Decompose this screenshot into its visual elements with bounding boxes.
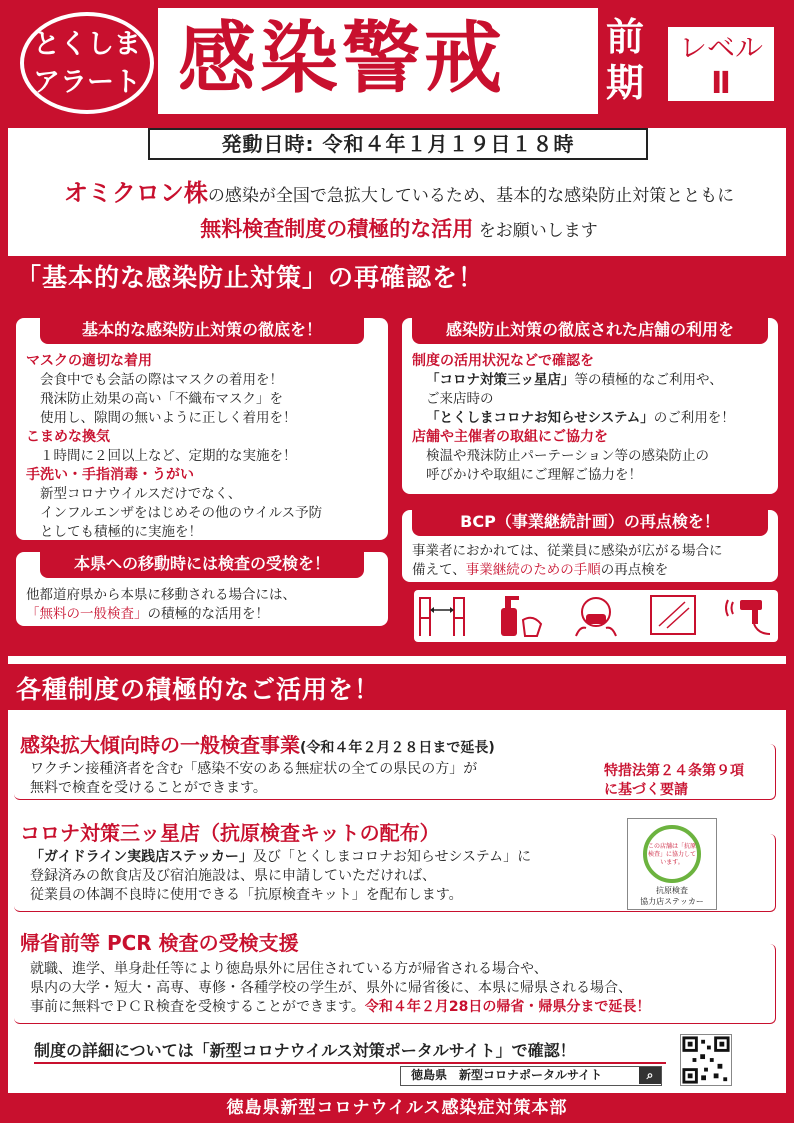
card-store-use <box>400 316 780 496</box>
store-line1-rest: 等の積極的なご利用や、 <box>574 372 723 388</box>
item3-line3 <box>30 998 770 1017</box>
search-icon[interactable]: ⌕ <box>639 1067 661 1084</box>
title-phase-1: 前 <box>605 15 644 59</box>
item3-extension: 令和４年２月28日の帰省・帰県分まで延長！ <box>364 999 651 1015</box>
item3-line3-main: 事前に無料でＰＣＲ検査を受検することができます。 <box>30 999 365 1015</box>
level-box <box>665 24 777 104</box>
sticker-caption1: 抗原検査 <box>656 886 688 895</box>
sticker-circle: この店舗は「抗原検査」に協力しています。 <box>643 825 701 883</box>
portal-search-text: 徳島県 新型コロナポータルサイト <box>411 1068 603 1082</box>
partition-icon <box>645 590 701 640</box>
card-store-head: 感染防止対策の徹底された店舗の利用を <box>412 316 768 344</box>
card-travel-body <box>26 586 380 624</box>
portal-underline <box>34 1062 666 1064</box>
store-line3-rest: のご利用を！ <box>653 410 735 426</box>
law-note-line1: 特措法第２４条第９項 <box>604 763 744 779</box>
item1-text <box>30 760 590 798</box>
intro-free-test: 無料検査制度の積極的な活用 <box>200 217 474 241</box>
store-line1 <box>412 371 770 390</box>
item2-sticker-name: 「ガイドライン実践店ステッカー」 <box>30 849 253 865</box>
item2-line1 <box>30 848 620 867</box>
activation-date: 発動日時: 令和４年１月１９日１８時 <box>148 128 648 160</box>
card-bcp-head: BCP（事業継続計画）の再点検を！ <box>412 508 768 536</box>
intro-line2-rest: をお願いします <box>478 221 598 241</box>
level-value: Ⅱ <box>711 66 731 101</box>
item2-line3: 従業員の体調不良時に使用できる「抗原検査キット」を配布します。 <box>30 887 463 903</box>
intro-omicron: オミクロン株 <box>63 179 208 207</box>
bcp-line2-a: 備えて、 <box>412 562 466 578</box>
travel-free-test: 「無料の一般検査」 <box>26 606 148 622</box>
footer-organization: 徳島県新型コロナウイルス感染症対策本部 <box>0 1093 794 1123</box>
alert-line1: とくしま <box>33 29 141 60</box>
store-heading1: 制度の活用状況などで確認を <box>412 353 594 369</box>
vent-heading: こまめな換気 <box>26 429 110 445</box>
antigen-sticker-image <box>627 818 717 910</box>
mask-line3: 使用し、隙間の無いように正しく着用を！ <box>40 410 297 426</box>
card-basic-head: 基本的な感染防止対策の徹底を！ <box>40 316 364 344</box>
intro-line2 <box>14 214 784 246</box>
item3-line1: 就職、進学、単身赴任等により徳島県外に居住されている方が帰省される場合や、 <box>30 961 548 977</box>
travel-line1: 他都道府県から本県に移動される場合には、 <box>26 587 296 603</box>
mask-line2: 飛沫防止効果の高い「不織布マスク」を <box>40 391 283 407</box>
sanitizer-icon <box>491 590 547 640</box>
item1-title-extension: (令和４年２月２８日まで延長) <box>300 740 495 756</box>
card-basic-measures <box>14 316 390 542</box>
prevention-icons <box>414 590 778 642</box>
page-title: 感染警戒 <box>178 13 507 104</box>
store-heading2: 店舗や主催者の取組にご協力を <box>412 429 608 445</box>
item3-text <box>30 960 770 1017</box>
portal-message: 制度の詳細については「新型コロナウイルス対策ポータルサイト」で確認！ <box>34 1041 576 1060</box>
travel-line2 <box>26 605 380 624</box>
item3-title: 帰省前等 PCR 検査の受検支援 <box>20 931 299 955</box>
intro-line1 <box>14 180 784 209</box>
bcp-line2-b: の再点検を <box>600 562 669 578</box>
section1-title: 「基本的な感染防止対策」の再確認を！ <box>8 256 786 300</box>
bcp-line1: 事業者におかれては、従業員に感染が広がる場合に <box>412 543 723 559</box>
portal-search-box[interactable] <box>400 1066 662 1086</box>
vent-line1: １時間に２回以上など、定期的な実施を！ <box>40 448 297 464</box>
item3-line2: 県内の大学・短大・高専、専修・各種学校の学生が、県外に帰省後に、本県に帰県される場合、 <box>30 980 632 996</box>
card-store-body <box>412 352 770 485</box>
law-note-line2: に基づく要請 <box>604 782 688 798</box>
store-line3 <box>412 409 770 428</box>
store-three-star: 「コロナ対策三ッ星店」 <box>426 372 575 388</box>
qr-code[interactable] <box>680 1034 732 1086</box>
wash-line3: としても積極的に実施を！ <box>40 524 202 540</box>
item2-line2: 登録済みの飲食店及び宿泊施設は、県に申請していただければ、 <box>30 868 436 884</box>
alert-line2: アラート <box>33 67 141 98</box>
sticker-caption2: 協力店ステッカー <box>640 897 704 906</box>
title-phase <box>602 14 648 106</box>
store-line5: 呼びかけや取組にご理解ご協力を！ <box>426 467 642 483</box>
card-bcp-body <box>412 542 770 580</box>
mask-line1: 会食中でも会話の際はマスクの着用を！ <box>40 372 283 388</box>
level-label: レベル <box>678 31 763 64</box>
item1-line2: 無料で検査を受けることができます。 <box>30 780 267 796</box>
wash-heading: 手洗い・手指消毒・うがい <box>26 467 194 483</box>
card-basic-body <box>26 352 380 542</box>
tokushima-alert-badge <box>20 12 154 114</box>
distance-chairs-icon <box>414 590 470 640</box>
law-note <box>604 762 770 800</box>
bcp-line2 <box>412 561 770 580</box>
travel-line2-rest: の積極的な活用を！ <box>147 606 269 622</box>
item2-text <box>30 848 620 905</box>
store-line2: ご来店時の <box>426 391 494 407</box>
section2-title: 各種制度の積極的なご活用を！ <box>8 668 786 712</box>
store-line4: 検温や飛沫防止パーテーション等の感染防止の <box>426 448 709 464</box>
card-bcp <box>400 508 780 584</box>
card-travel-head: 本県への移動時には検査の受検を！ <box>40 550 364 578</box>
store-notify-system: 「とくしまコロナお知らせシステム」 <box>426 410 654 426</box>
wash-line2: インフルエンザをはじめその他のウイルス予防 <box>40 505 323 521</box>
thermometer-icon <box>722 590 778 640</box>
title-phase-2: 期 <box>605 61 644 105</box>
mask-heading: マスクの適切な着用 <box>26 353 152 369</box>
item2-title: コロナ対策三ッ星店（抗原検査キットの配布） <box>20 821 440 845</box>
bcp-procedure: 事業継続のための手順 <box>465 562 601 578</box>
item2-line1-rest: 及び「とくしまコロナお知らせシステム」に <box>252 849 532 865</box>
masked-face-icon <box>568 590 624 640</box>
item1-title-main: 感染拡大傾向時の一般検査事業 <box>20 733 300 757</box>
wash-line1: 新型コロナウイルスだけでなく、 <box>40 486 242 502</box>
qr-code-pattern <box>681 1035 731 1085</box>
card-travel-test <box>14 550 390 628</box>
item1-line1: ワクチン接種済者を含む「感染不安のある無症状の全ての県民の方」が <box>30 761 478 777</box>
intro-line1-rest: の感染が全国で急拡大しているため、基本的な感染防止対策とともに <box>207 186 735 206</box>
